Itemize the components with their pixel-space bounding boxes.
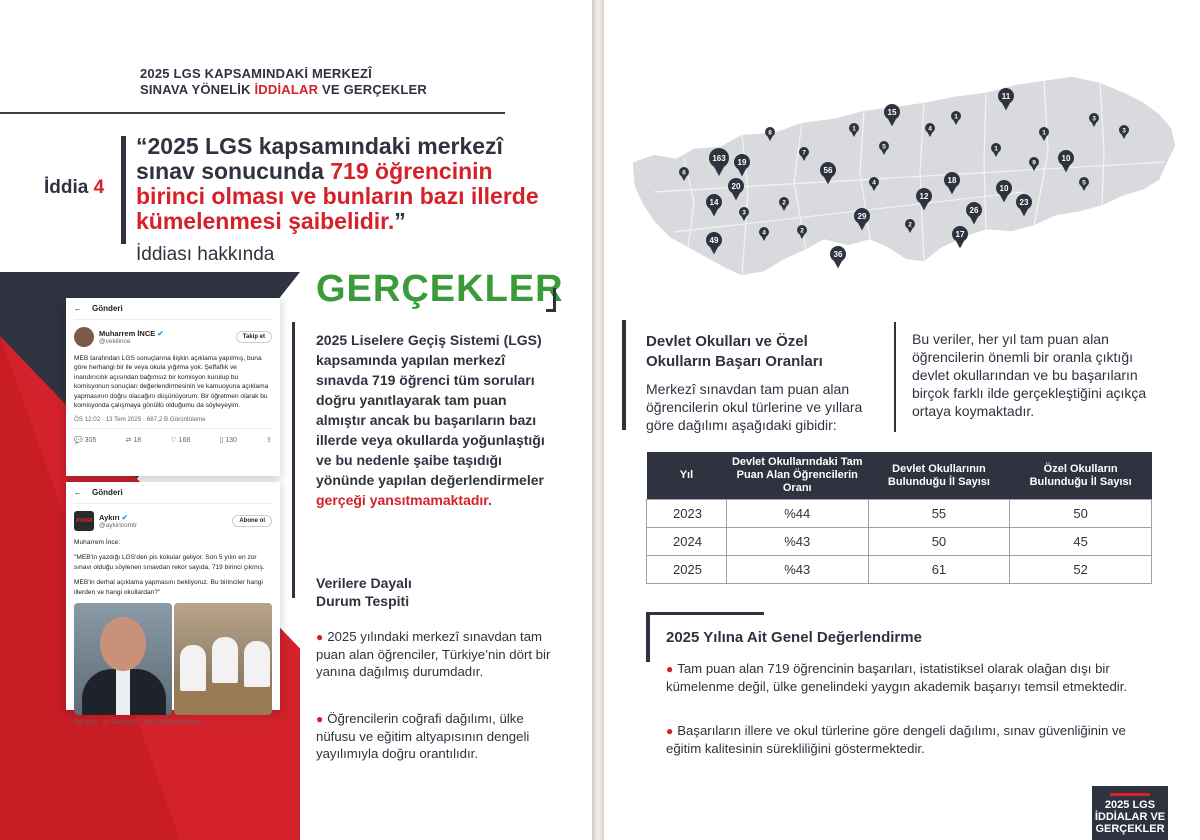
- table-cell: 50: [868, 528, 1010, 556]
- section-header: [140, 66, 427, 98]
- facts-bullet: [316, 628, 556, 680]
- map-pin-label: 1: [1042, 129, 1046, 137]
- map-pin-label: 5: [1082, 179, 1086, 187]
- map-pin-label: 49: [709, 236, 719, 245]
- facts-body-b: gerçeği yansıtmamaktadır.: [316, 492, 492, 508]
- table-cell: %43: [726, 528, 868, 556]
- column-header-private-provinces: Özel Okulların Bulunduğu İl Sayısı: [1010, 452, 1152, 500]
- reply-button[interactable]: [74, 436, 96, 444]
- map-pin-label: 4: [928, 125, 932, 133]
- map-pin-label: 7: [802, 149, 806, 157]
- claim-text-c: ”: [394, 208, 406, 234]
- repost-count: 18: [133, 437, 142, 445]
- map-pin-label: 3: [1092, 115, 1096, 123]
- map-pin-label: 23: [1019, 198, 1029, 207]
- map-pin-label: 14: [709, 198, 719, 207]
- map-pin-label: 10: [1061, 154, 1071, 163]
- claim-label: [44, 177, 104, 199]
- tweet-user: [74, 511, 272, 531]
- reply-icon: 💬: [74, 437, 83, 445]
- claim-text: [136, 134, 566, 234]
- tweet-nav: [74, 304, 272, 320]
- map-pin-label: 19: [737, 158, 747, 167]
- map-pin-label: 6: [682, 169, 686, 177]
- column-header-year: Yıl: [647, 452, 727, 500]
- evaluation-top-rule: [646, 612, 764, 615]
- evaluation-bullet: [666, 722, 1146, 757]
- tweet-body-line-3: MEB'in derhal açıklama yapmasını bekliyoruz. Bu birinciler hangi illerden ve hangi okullardan?": [74, 579, 263, 596]
- politician-photo[interactable]: [74, 603, 172, 715]
- map-pin-label: 20: [731, 182, 741, 191]
- claim-divider: [121, 136, 126, 244]
- header-rule: [0, 112, 505, 114]
- subscribe-button[interactable]: Abone ol: [232, 515, 272, 527]
- heart-icon: ♡: [170, 437, 177, 445]
- table-section-divider: [622, 320, 626, 430]
- map-pin-label: 5: [882, 143, 886, 151]
- tweet-author[interactable]: [99, 513, 137, 522]
- map-pin-label: 163: [712, 154, 726, 163]
- repost-button[interactable]: [126, 436, 142, 444]
- map-pin-label: 12: [919, 192, 929, 201]
- bullet-dot-icon: ●: [666, 662, 674, 676]
- map-pin-label: 17: [955, 230, 965, 239]
- table-header-row: [647, 452, 1152, 500]
- map-pin-label: 18: [947, 176, 957, 185]
- table-cell: %43: [726, 556, 868, 584]
- back-arrow-icon[interactable]: ←: [74, 488, 82, 497]
- table-note: Bu veriler, her yıl tam puan alan öğrencilerin önemli bir oranla çıktığı devlet okullarından ve bu başarıların birçok farklı ilde gerçekleştiğini açıkça ortaya koymaktadır.: [912, 331, 1147, 419]
- map-pin-label: 36: [833, 250, 843, 259]
- map-pin: [952, 226, 968, 248]
- map-pin-label: 15: [887, 108, 897, 117]
- photo-student: [180, 645, 206, 691]
- repost-icon: ⇄: [125, 437, 132, 445]
- facts-body-a: 2025 Liselere Geçiş Sistemi (LGS) kapsamında yapılan merkezî sınavda 719 öğrenci tüm soruları doğru yanıtlayarak tam puan almıştır ancak bu başarıların bazı illerde veya okullarda yoğunlaştığı ve bu nedenle şaibe taşıdığı yönünde yapılan değerlendirmeler: [316, 332, 545, 488]
- map-pin-label: 26: [969, 206, 979, 215]
- like-button[interactable]: [170, 436, 190, 444]
- facts-bullet-text: 2025 yılındaki merkezî sınavdan tam puan alan öğrenciler, Türkiye’nin dört bir yanına dağılmış durumdadır.: [316, 629, 551, 679]
- tweet-author-name: Muharrem İNCE: [99, 329, 156, 338]
- map-pin-label: 2: [908, 221, 912, 229]
- avatar[interactable]: [74, 327, 94, 347]
- table-section-title: [646, 332, 823, 372]
- bookmark-icon: ▯: [219, 437, 224, 445]
- badge-accent: [1110, 793, 1150, 796]
- facts-body: [316, 330, 548, 510]
- header-line-2-b: İDDİALAR: [254, 82, 319, 97]
- bullet-dot-icon: ●: [666, 724, 674, 738]
- verified-icon: ✔: [157, 329, 164, 338]
- map-pin-label: 3: [742, 209, 746, 217]
- header-line-1: 2025 LGS KAPSAMINDAKİ MERKEZÎ: [140, 66, 372, 81]
- note-divider: [894, 322, 896, 432]
- tweet-meta: ÖS 9:00 · 11 Tem 2025 · 156,8 B Görüntüleme: [74, 719, 202, 727]
- table-row: [647, 528, 1152, 556]
- table-section-title-2: Okulların Başarı Oranları: [646, 353, 823, 370]
- data-section-title-1: Verilere Dayalı: [316, 575, 412, 591]
- table-cell: %44: [726, 500, 868, 528]
- tweet-body-line-2: "MEB'in yazdığı LGS'den pis kokular geliyor. Son 5 yılın en zor sınavı olduğu söylenen sınavdan rekor sayıda, 719 birinci çıkmış.: [74, 554, 265, 571]
- back-arrow-icon[interactable]: ←: [74, 304, 82, 313]
- table-cell: 50: [1010, 500, 1152, 528]
- map-pin-label: 29: [857, 212, 867, 221]
- tweet-nav: [74, 488, 272, 504]
- tweet-nav-title: Gönderi: [92, 488, 123, 497]
- follow-button[interactable]: Takip et: [236, 331, 272, 343]
- body-divider: [292, 322, 295, 598]
- tweet-meta: ÖS 12:02 · 13 Tem 2025 · 687,2 B Görüntüleme: [74, 416, 272, 429]
- table-cell: 2024: [647, 528, 727, 556]
- claim-label-text: İddia: [44, 177, 89, 198]
- map-pin-label: 4: [872, 179, 876, 187]
- bullet-dot-icon: ●: [316, 630, 324, 644]
- header-line-2: [140, 82, 427, 98]
- tweet-photos: [74, 603, 272, 715]
- claim-number: 4: [93, 177, 105, 198]
- table-cell: 61: [868, 556, 1010, 584]
- bookmark-count: 130: [225, 437, 237, 445]
- bullet-dot-icon: ●: [316, 712, 324, 726]
- tweet-author[interactable]: [99, 329, 164, 338]
- map-pin-label: 3: [1122, 127, 1126, 135]
- table-section-title-1: Devlet Okulları ve Özel: [646, 333, 808, 350]
- column-header-state-provinces: Devlet Okullarının Bulunduğu İl Sayısı: [868, 452, 1010, 500]
- book-spine: [592, 0, 604, 840]
- tweet-actions: [74, 436, 272, 444]
- table-cell: 45: [1010, 528, 1152, 556]
- tweet-nav-title: Gönderi: [92, 304, 123, 313]
- brand-badge: [1092, 786, 1168, 840]
- tweet-handle: @vekilince: [99, 338, 131, 345]
- table-cell: 2025: [647, 556, 727, 584]
- badge-line-1: 2025 LGS: [1104, 799, 1156, 811]
- evaluation-bullet: [666, 660, 1146, 695]
- turkey-map: [624, 62, 1184, 286]
- table-cell: 2023: [647, 500, 727, 528]
- map-pin-label: 1: [994, 145, 998, 153]
- photo-student: [244, 641, 270, 687]
- badge-line-3: GERÇEKLER: [1095, 823, 1165, 835]
- photo-student: [212, 637, 238, 683]
- map-pin-label: 11: [1001, 92, 1011, 101]
- success-rate-table: [646, 452, 1152, 584]
- header-line-2-c: VE GERÇEKLER: [318, 82, 427, 97]
- map-pin: [830, 246, 846, 268]
- map-pin-label: 1: [954, 113, 958, 121]
- evaluation-divider: [646, 612, 650, 662]
- tweet-body: [74, 538, 272, 597]
- badge-line-2: İDDİALAR VE: [1094, 811, 1166, 823]
- header-line-2-a: SINAVA YÖNELİK: [140, 82, 255, 97]
- tweet-handle: @aykiricomtr: [99, 522, 138, 529]
- map-pin-label: 10: [999, 184, 1009, 193]
- photo-head: [100, 617, 146, 671]
- claim-text-a: “2025 LGS kapsamındaki merkezî sınav sonucunda: [136, 133, 503, 184]
- photo-shirt: [116, 669, 130, 715]
- reply-count: 305: [84, 437, 97, 445]
- claim-subtitle: İddiası hakkında: [136, 244, 275, 265]
- tweet-card-aykiri: [66, 482, 280, 727]
- map-pin-label: 8: [768, 129, 772, 137]
- facts-bracket: [546, 288, 556, 312]
- exam-photo[interactable]: [174, 603, 272, 715]
- tweet-card-ince: [66, 298, 280, 476]
- data-section-title: [316, 574, 412, 610]
- table-row: [647, 500, 1152, 528]
- tweet-body: MEB tarafından LGS sonuçlarına ilişkin açıklama yapılmış, buna göre herhangi bir ile veya okula yığılma yok. Şeffaflık ve inandırıcılık açısından bağımsız bir komisyon kurulup bu komisyonun sonuçları değerlendirmesinin ve kamuoyuna açıklama yapmasının doğru olacağını düşünüyorum. Bir öğretmen olarak bu komisyonda çalışmaya gönüllü olduğumu da söyleyeyim.: [74, 355, 269, 410]
- map-pin-label: 2: [782, 199, 786, 207]
- table-row: [647, 556, 1152, 584]
- tweet-body-line-1: Muharrem İnce:: [74, 539, 121, 546]
- map-pin-label: 4: [762, 229, 766, 237]
- claim-text-b: 719 öğrencinin birinci olması ve bunların bazı illerde kümelenmesi şaibelidir.: [136, 158, 539, 234]
- table-cell: 55: [868, 500, 1010, 528]
- evaluation-title: 2025 Yılına Ait Genel Değerlendirme: [666, 629, 922, 646]
- facts-title: GERÇEKLER: [316, 268, 564, 310]
- left-page: [0, 0, 592, 840]
- like-count: 168: [178, 437, 191, 445]
- evaluation-bullet-text: Başarıların illere ve okul türlerine göre dengeli dağılımı, sınav güvenliğinin ve eğitim kalitesinin sürekliliğini göstermektedir.: [666, 723, 1126, 756]
- bookmark-button[interactable]: [219, 436, 237, 444]
- avatar[interactable]: AYKIRI: [74, 511, 94, 531]
- map-pin-label: 9: [1032, 159, 1036, 167]
- data-section-title-2: Durum Tespiti: [316, 593, 410, 609]
- column-header-state-rate: Devlet Okullarındaki Tam Puan Alan Öğrencilerin Oranı: [726, 452, 868, 500]
- facts-bullet: [316, 710, 556, 762]
- share-icon[interactable]: ⇪: [266, 437, 272, 445]
- evaluation-bullet-text: Tam puan alan 719 öğrencinin başarıları, istatistiksel olarak olağan dışı bir kümelenme değil, ülke genelindeki yaygın akademik başarıyı temsil etmektedir.: [666, 661, 1128, 694]
- table-intro: Merkezî sınavdan tam puan alan öğrencilerin okul türlerine ve yıllara göre dağılımı aşağıdaki gibidir:: [646, 381, 863, 433]
- tweet-user: [74, 327, 272, 347]
- tweet-author-name: Aykırı: [99, 513, 120, 522]
- map-pin-label: 1: [852, 125, 856, 133]
- map-pin-label: 2: [800, 227, 804, 235]
- right-page: [604, 0, 1200, 840]
- verified-icon: ✔: [121, 513, 128, 522]
- map-pin-label: 56: [823, 166, 833, 175]
- table-cell: 52: [1010, 556, 1152, 584]
- facts-bullet-text: Öğrencilerin coğrafi dağılımı, ülke nüfusu ve eğitim altyapısının dengeli yayılımıyla doğru orantılıdır.: [316, 711, 530, 761]
